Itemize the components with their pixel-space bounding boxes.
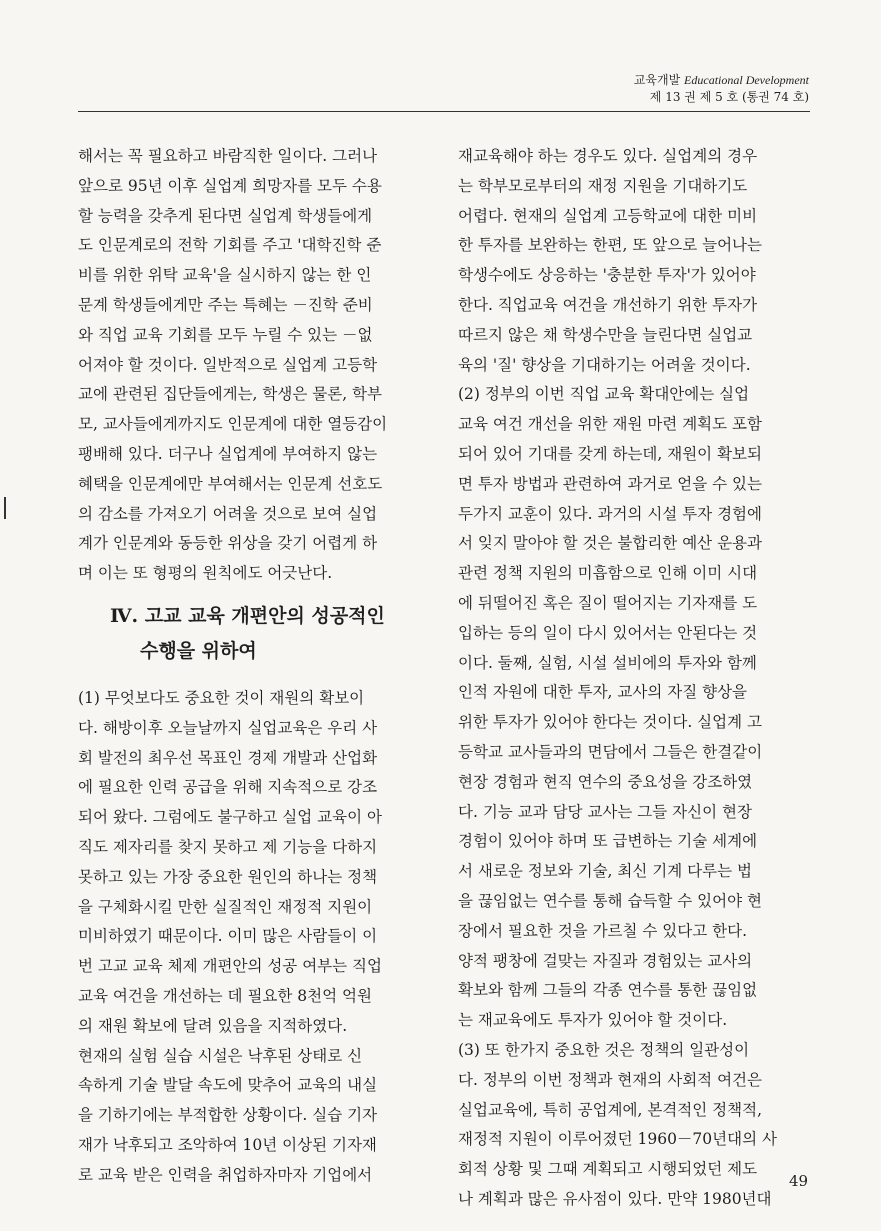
text-line: 할 능력을 갖추게 된다면 실업계 학생들에게 — [78, 206, 373, 225]
text-line: 장에서 필요한 것을 가르칠 수 있다고 한다. — [458, 921, 748, 940]
text-line: 이다. 둘째, 실험, 시설 설비에의 투자와 함께 — [458, 653, 757, 672]
text-line: 해서는 꼭 필요하고 바람직한 일이다. 그러나 — [78, 147, 378, 165]
text-line: 와 직업 교육 기회를 모두 누릴 수 있는 －없 — [78, 325, 373, 344]
text-line: 어져야 할 것이다. 일반적으로 실업계 고등학 — [78, 355, 378, 374]
text-line: 앞으로 95년 이후 실업계 희망자를 모두 수용 — [78, 176, 382, 195]
left-paragraph-3 — [78, 1042, 428, 1191]
text-line: 입하는 등의 일이 다시 있어서는 안된다는 것 — [458, 623, 758, 642]
text-line: 등학교 교사들과의 면담에서 그들은 한결같이 — [458, 742, 763, 761]
margin-mark — [4, 497, 6, 519]
text-line: 직도 제자리를 찾지 못하고 제 기능을 다하지 — [78, 837, 378, 856]
text-line: (2) 정부의 이번 직업 교육 확대안에는 실업 — [458, 385, 750, 404]
text-line: 관련 정책 지원의 미흡함으로 인해 이미 시대 — [458, 564, 758, 583]
text-line: 육의 '질' 향상을 기대하기는 어려울 것이다. — [458, 355, 751, 374]
journal-issue: 제 13 권 제 5 호 (통권 74 호) — [649, 90, 809, 104]
text-line: 로 교육 받은 인력을 취업하자마자 기업에서 — [78, 1165, 373, 1184]
text-line: 현장 경험과 현직 연수의 중요성을 강조하였 — [458, 772, 753, 791]
text-line: 재정적 지원이 이루어졌던 1960－70년대의 사 — [458, 1130, 777, 1149]
text-line: 인적 자원에 대한 투자, 교사의 자질 향상을 — [458, 683, 748, 702]
text-line: 한다. 직업교육 여건을 개선하기 위한 투자가 — [458, 295, 758, 314]
text-line: 면 투자 방법과 관련하여 과거로 얻을 수 있는 — [458, 474, 763, 493]
section-heading — [78, 599, 428, 669]
text-line: 교육 여건 개선을 위한 재원 마련 계획도 포함 — [458, 415, 763, 434]
text-line: 혜택을 인문계에만 부여해서는 인문계 선호도 — [78, 474, 383, 493]
text-line: 되어 왔다. 그럼에도 불구하고 실업 교육이 아 — [78, 808, 383, 827]
text-line: 한 투자를 보완하는 한편, 또 앞으로 늘어나는 — [458, 236, 763, 255]
text-line: 며 이는 또 형평의 원칙에도 어긋난다. — [78, 564, 333, 583]
journal-title-en: Educational Development — [684, 73, 809, 87]
text-line: 도 인문계로의 전학 기회를 주고 '대학진학 준 — [78, 236, 382, 255]
left-column — [78, 142, 428, 1191]
text-line: 재가 낙후되고 조악하여 10년 이상된 기자재 — [78, 1135, 377, 1154]
text-line: 에 필요한 인력 공급을 위해 지속적으로 강조 — [78, 778, 378, 797]
text-line: 교육 여건을 개선하는 데 필요한 8천억 억원 — [78, 986, 372, 1005]
right-column — [458, 142, 808, 1215]
text-line: 현재의 실험 실습 시설은 낙후된 상태로 신 — [78, 1046, 363, 1065]
right-paragraphs — [458, 142, 808, 1215]
text-line: 비를 위한 위탁 교육'을 실시하지 않는 한 인 — [78, 266, 372, 285]
text-line: 속하게 기술 발달 속도에 맞추어 교육의 내실 — [78, 1076, 378, 1095]
journal-title-ko: 교육개발 — [633, 73, 681, 87]
text-line: 다. 해방이후 오늘날까지 실업교육은 우리 사 — [78, 718, 378, 737]
text-line: 되어 있어 기대를 갖게 하는데, 재원이 확보되 — [458, 444, 763, 463]
text-line: 위한 투자가 있어야 한다는 것이다. 실업계 고 — [458, 713, 763, 732]
left-paragraph-2 — [78, 684, 428, 1042]
text-line: 에 뒤떨어진 혹은 질이 떨어지는 기자재를 도 — [458, 593, 758, 612]
text-line: 다. 정부의 이번 정책과 현재의 사회적 여건은 — [458, 1070, 763, 1089]
text-line: 의 재원 확보에 달려 있음을 지적하였다. — [78, 1016, 348, 1035]
text-line: 두가지 교훈이 있다. 과거의 시설 투자 경험에 — [458, 504, 763, 523]
text-line: 계가 인문계와 동등한 위상을 갖기 어렵게 하 — [78, 534, 378, 553]
text-line: 팽배해 있다. 더구나 실업계에 부여하지 않는 — [78, 444, 378, 463]
text-line: 못하고 있는 가장 중요한 원인의 하나는 정책 — [78, 867, 378, 886]
section-heading-line2: 수행을 위하여 — [140, 639, 257, 662]
text-line: 재교육해야 하는 경우도 있다. 실업계의 경우 — [458, 147, 758, 165]
text-line: (3) 또 한가지 중요한 것은 정책의 일관성이 — [458, 1040, 750, 1059]
journal-title — [634, 72, 809, 89]
text-line: 번 고교 교육 체제 개편안의 성공 여부는 직업 — [78, 957, 383, 976]
text-line: 서 새로운 정보와 기술, 최신 기계 다루는 법 — [458, 862, 752, 881]
text-line: 미비하였기 때문이다. 이미 많은 사람들이 이 — [78, 927, 378, 946]
journal-header — [634, 72, 809, 106]
text-line: 실업교육에, 특히 공업계에, 본격적인 정책적, — [458, 1100, 763, 1119]
text-line: 어렵다. 현재의 실업계 고등학교에 대한 미비 — [458, 206, 758, 225]
text-line: 서 잊지 말아야 할 것은 불합리한 예산 운용과 — [458, 534, 763, 553]
text-line: 모, 교사들에게까지도 인문계에 대한 열등감이 — [78, 415, 388, 434]
text-line: 확보와 함께 그들의 각종 연수를 통한 끊임없 — [458, 981, 758, 1000]
text-line: 따르지 않은 채 학생수만을 늘린다면 실업교 — [458, 325, 753, 344]
section-heading-line1: Ⅳ. 고교 교육 개편안의 성공적인 — [110, 604, 385, 627]
text-line: 회 발전의 최우선 목표인 경제 개발과 산업화 — [78, 748, 378, 767]
text-line: 을 끊임없는 연수를 통해 습득할 수 있어야 현 — [458, 891, 763, 910]
text-line: 다. 기능 교과 담당 교사는 그들 자신이 현장 — [458, 802, 752, 821]
text-line: (1) 무엇보다도 중요한 것이 재원의 확보이 — [78, 688, 365, 707]
text-line: 회적 상황 및 그때 계획되고 시행되었던 제도 — [458, 1160, 758, 1179]
page-number: 49 — [789, 1172, 809, 1190]
text-line: 을 구체화시킬 만한 실질적인 재정적 지원이 — [78, 897, 373, 916]
text-line: 학생수에도 상응하는 '충분한 투자'가 있어야 — [458, 266, 756, 285]
text-line: 교에 관련된 집단들에게는, 학생은 물론, 학부 — [78, 385, 383, 404]
text-line: 는 학부모로부터의 재정 지원을 기대하기도 — [458, 176, 748, 195]
text-line: 나 계획과 많은 유사점이 있다. 만약 1980년대 — [458, 1189, 772, 1208]
text-line: 문계 학생들에게만 주는 특혜는 －진학 준비 — [78, 295, 373, 314]
spacer — [78, 669, 428, 684]
text-line: 경험이 있어야 하며 또 급변하는 기술 세계에 — [458, 832, 758, 851]
text-line: 의 감소를 가져오기 어려울 것으로 보여 실업 — [78, 504, 378, 523]
text-line: 을 기하기에는 부적합한 상황이다. 실습 기자 — [78, 1106, 378, 1125]
text-line: 양적 팽창에 걸맞는 자질과 경험있는 교사의 — [458, 951, 753, 970]
header-rule — [78, 111, 810, 112]
text-line: 는 재교육에도 투자가 있어야 할 것이다. — [458, 1011, 728, 1030]
left-paragraph-1 — [78, 142, 428, 589]
